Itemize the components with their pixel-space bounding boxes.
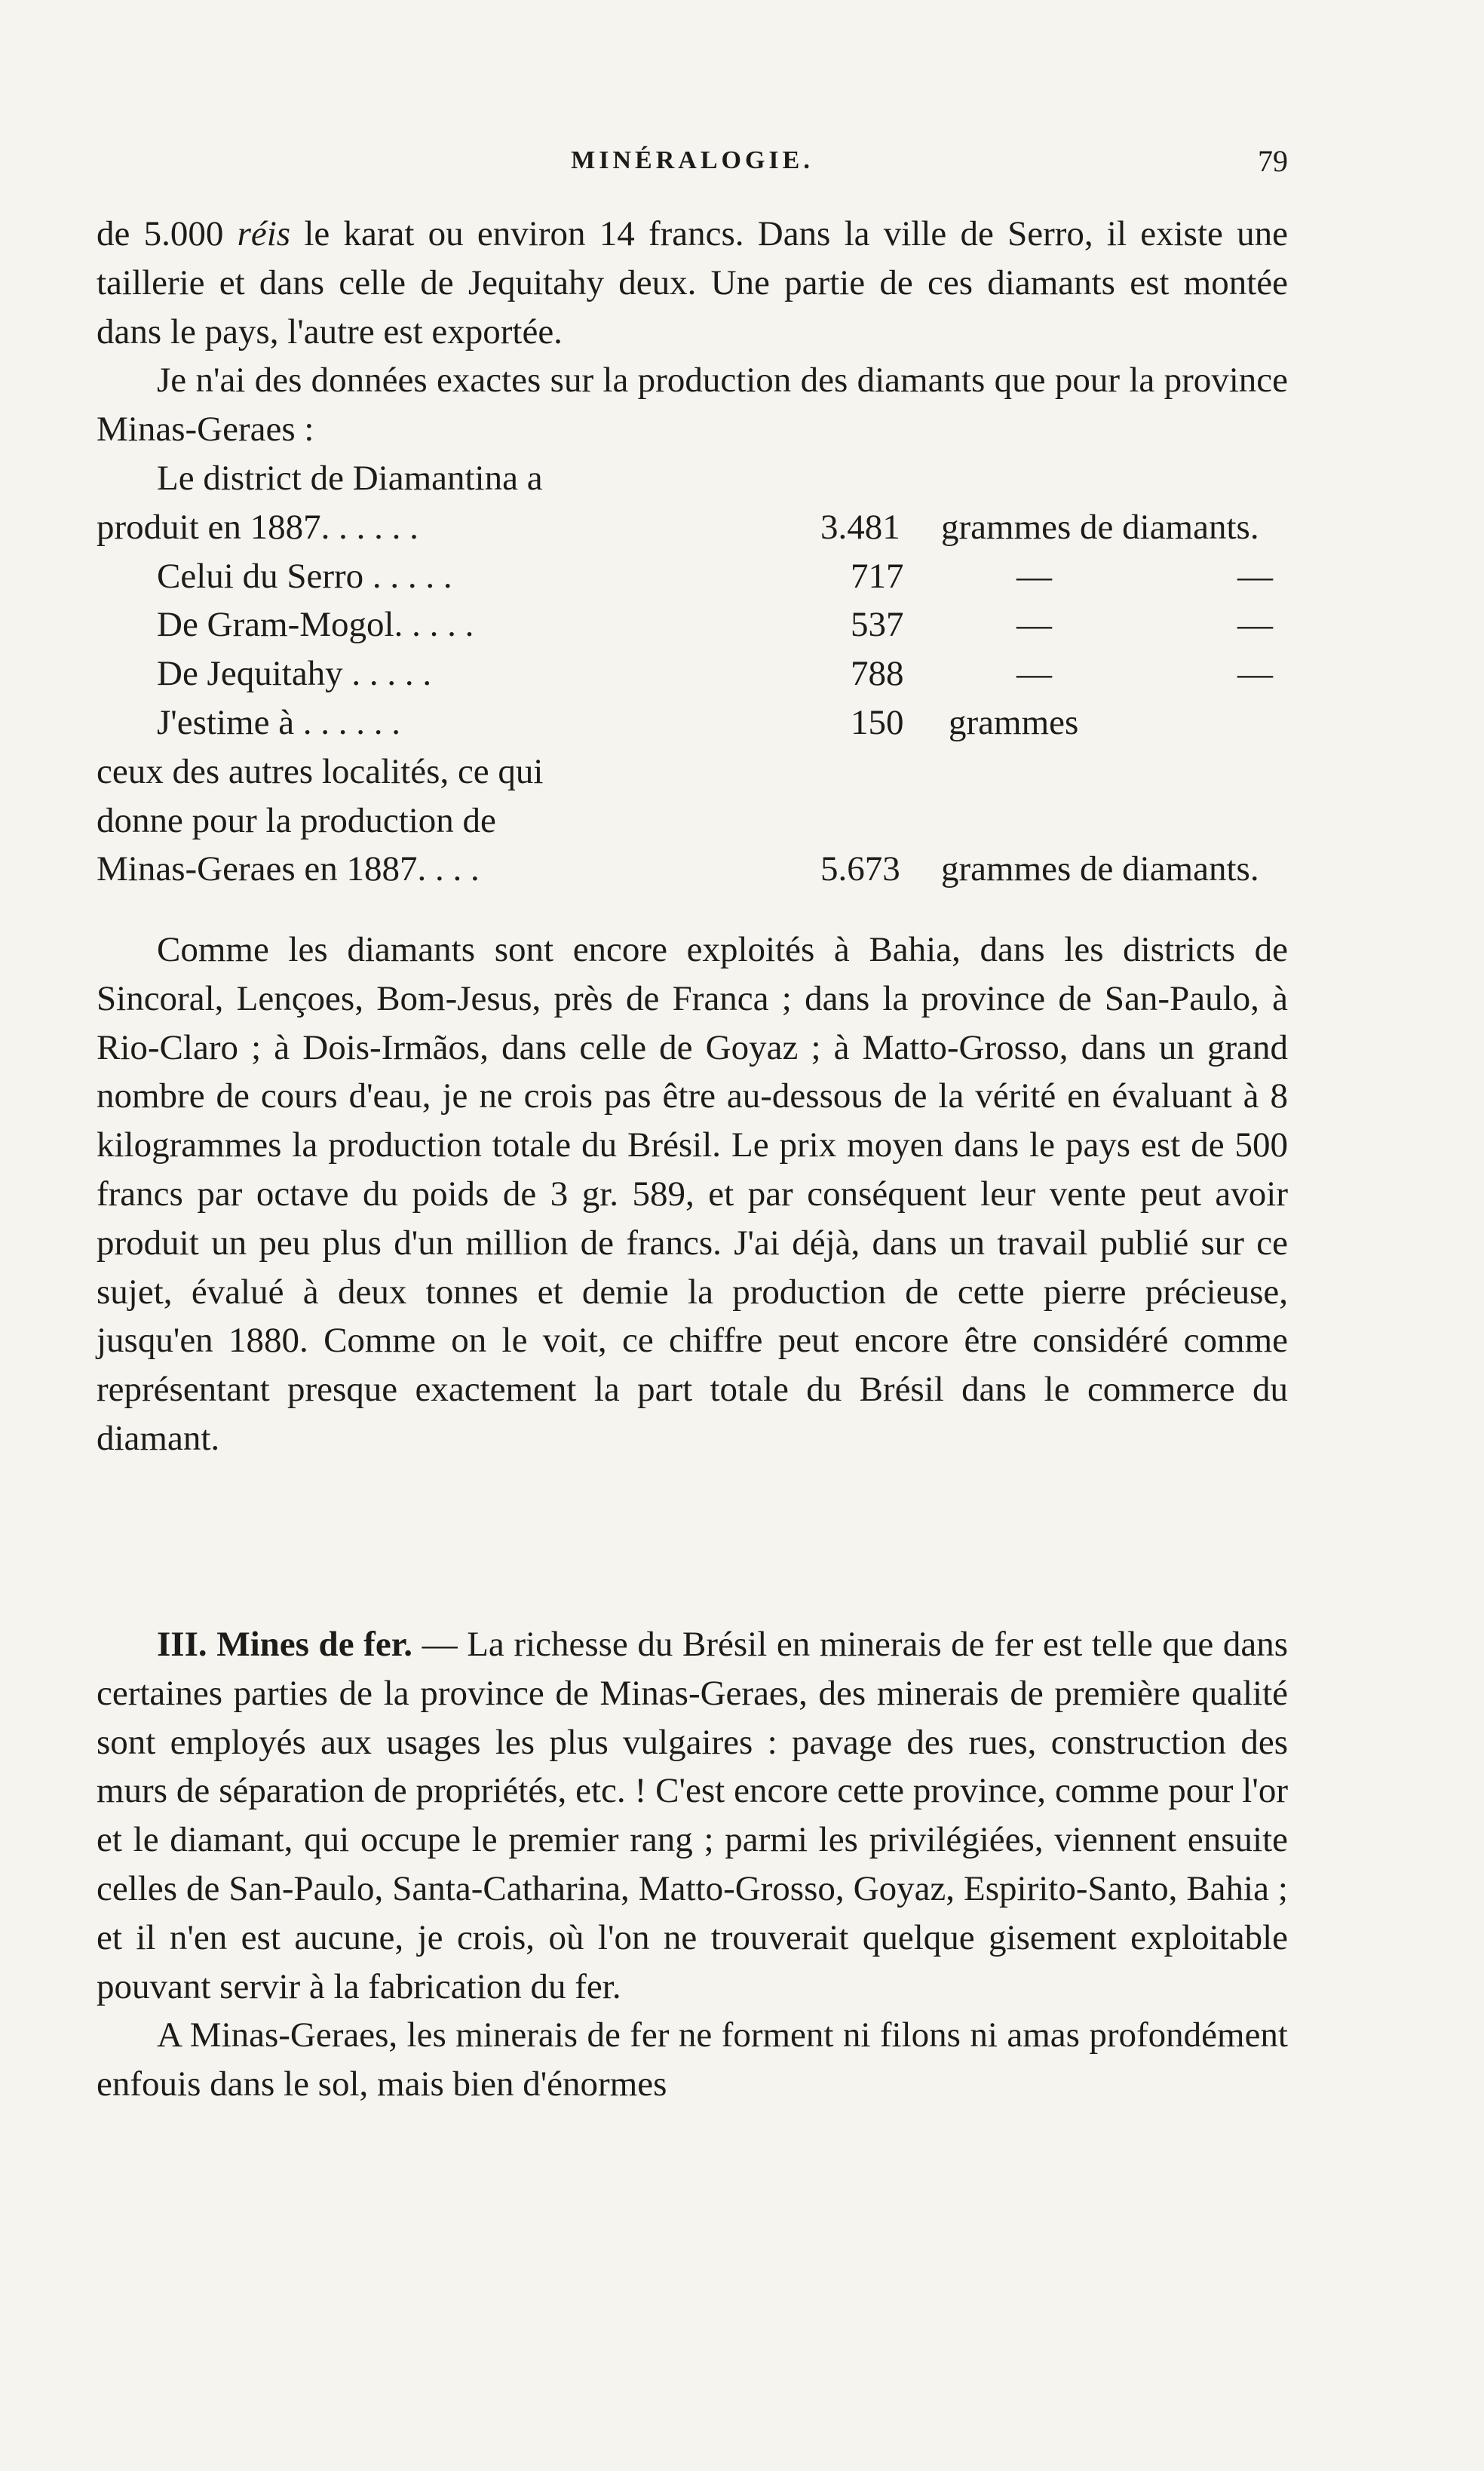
row-label: De Jequitahy . . . . .: [157, 654, 432, 694]
reis-italic: réis: [237, 214, 291, 253]
row-value: 537: [851, 605, 904, 645]
table-row: [97, 503, 1288, 552]
text-block-diamonds: [97, 925, 1288, 1463]
row-unit: grammes de diamants.: [941, 507, 1259, 547]
row-unit: —: [1016, 654, 1052, 694]
row-label: ceux des autres localités, ce qui: [97, 751, 544, 791]
page-header: [97, 143, 1288, 181]
row-unit: grammes de diamants.: [941, 849, 1259, 889]
section-title: III. Mines de fer.: [157, 1625, 412, 1664]
row-label: produit en 1887. . . . . .: [97, 507, 419, 547]
paragraph-2: Je n'ai des données exactes sur la production des diamants que pour la province Minas-Geraes :: [97, 361, 1288, 450]
paragraph-3: Comme les diamants sont encore exploités à Bahia, dans les districts de Sincoral, Lençoes, Bom-Jesus, près de Franca ; dans la province de San-Paulo, à Rio-Claro ; à Dois-Irmãos, dans celle de Goyaz ; à Matto-Grosso, dans un grand nombre de cours d'eau, je ne crois pas être au-dessous de la vérité en évaluant à 8 kilogrammes la production totale du Brésil. Le prix moyen dans le pays est de 500 francs par octave du poids de 3 gr. 589, et par conséquent leur vente peut avoir produit un peu plus d'un million de francs. J'ai déjà, dans un travail publié sur ce sujet, évalué à deux tonnes et demie la production de cette pierre précieuse, jusqu'en 1880. Comme on le voit, ce chiffre peut encore être considéré comme représentant presque exactement la part totale du Brésil dans le commerce du diamant.: [97, 930, 1288, 1458]
page-number: 79: [1258, 144, 1288, 178]
row-label: donne pour la production de: [97, 800, 496, 840]
row-value: 150: [851, 702, 904, 742]
row-ditto: —: [1237, 654, 1273, 694]
row-value: 5.673: [820, 849, 900, 889]
table-row: [97, 797, 1288, 846]
production-table: [97, 454, 1288, 894]
row-label: Minas-Geraes en 1887. . . .: [97, 849, 480, 889]
table-row: [97, 698, 1288, 747]
paragraph-1-rest: le karat ou environ 14 francs. Dans la ville de Serro, il existe une taillerie et dans celle de Jequitahy deux. Une partie de ces diamants est montée dans le pays, l'autre est exportée.: [97, 214, 1288, 351]
paragraph-4-text: — La richesse du Brésil en minerais de fer est telle que dans certaines parties de la province de Minas-Geraes, des minerais de première qualité sont employés aux usages les plus vulgaires : pavage des rues, construction des murs de séparation de propriétés, etc. ! C'est encore cette province, comme pour l'or et le diamant, qui occupe le premier rang ; parmi les privilégiées, viennent ensuite celles de San-Paulo, Santa-Catharina, Matto-Grosso, Goyaz, Espirito-Santo, Bahia ; et il n'en est aucune, je crois, où l'on ne trouverait quelque gisement exploitable pouvant servir à la fabrication du fer.: [97, 1625, 1288, 2006]
text-block-iron: [97, 1620, 1288, 2109]
table-row: [97, 649, 1288, 698]
paragraph-4: [97, 1620, 1288, 2011]
row-label: J'estime à . . . . . .: [157, 702, 401, 742]
table-row: [97, 454, 1288, 503]
text-block-intro: [97, 210, 1288, 454]
paragraph-1: [97, 210, 1288, 356]
row-ditto: —: [1237, 605, 1273, 645]
running-head: MINÉRALOGIE.: [571, 146, 814, 174]
row-unit: —: [1016, 605, 1052, 645]
row-label: De Gram-Mogol. . . . .: [157, 605, 474, 645]
table-row: [97, 747, 1288, 797]
row-ditto: —: [1237, 556, 1273, 596]
row-value: 788: [851, 654, 904, 694]
paragraph-5: A Minas-Geraes, les minerais de fer ne forment ni filons ni amas profondément enfouis dans le sol, mais bien d'énormes: [97, 2015, 1288, 2104]
row-label: Celui du Serro . . . . .: [157, 556, 452, 596]
row-value: 3.481: [820, 507, 900, 547]
row-value: 717: [851, 556, 904, 596]
table-row: [97, 600, 1288, 649]
table-row: [97, 845, 1288, 894]
row-unit: grammes: [949, 702, 1079, 742]
row-label: Le district de Diamantina a: [157, 459, 543, 498]
paragraph-1-start: de 5.000: [97, 214, 238, 253]
table-row: [97, 552, 1288, 601]
row-unit: —: [1016, 556, 1052, 596]
